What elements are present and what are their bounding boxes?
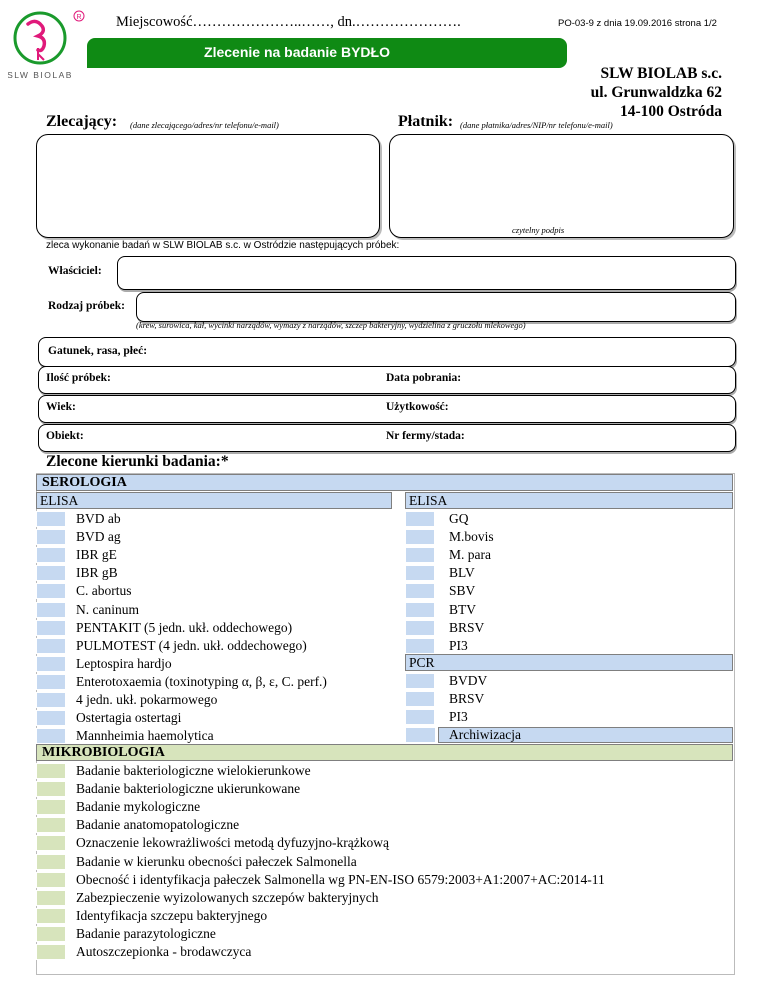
test-checkbox[interactable]	[405, 620, 435, 636]
test-checkbox[interactable]	[36, 547, 66, 563]
test-checkbox[interactable]	[36, 602, 66, 618]
test-option-label: BRSV	[449, 691, 485, 707]
test-option-label: Badanie bakteriologiczne wielokierunkowe	[76, 763, 311, 778]
place-date-line[interactable]: Miejscowość…………………..……, dn.………………….	[116, 14, 461, 30]
test-option-label: BLV	[449, 565, 475, 581]
test-option-label: Obecność i identyfikacja pałeczek Salmonella wg PN-EN-ISO 6579:2003+A1:2007+AC:2014-11	[76, 871, 605, 887]
archive-row[interactable]	[405, 726, 733, 744]
ordering-hint: (dane zlecającego/adres/nr telefonu/e-mail)	[130, 120, 279, 130]
test-option-label: Badanie bakteriologiczne ukierunkowane	[76, 781, 301, 797]
test-option-row[interactable]	[36, 709, 396, 727]
test-option-row[interactable]	[405, 546, 733, 564]
microbiology-header: MIKROBIOLOGIA	[36, 744, 733, 761]
test-option-row[interactable]	[405, 601, 733, 619]
test-option-row[interactable]	[36, 762, 733, 780]
test-option-row[interactable]	[36, 673, 396, 691]
test-option-label: BTV	[449, 601, 476, 617]
pcr-list	[405, 672, 733, 726]
test-option-label: Leptospira hardjo	[76, 655, 172, 671]
test-checkbox[interactable]	[36, 763, 66, 779]
test-option-row[interactable]	[36, 637, 396, 655]
test-checkbox[interactable]	[405, 511, 435, 527]
test-option-row[interactable]	[36, 907, 733, 925]
test-checkbox[interactable]	[36, 710, 66, 726]
test-checkbox[interactable]	[405, 673, 435, 689]
test-option-row[interactable]	[36, 889, 733, 907]
payer-hint: (dane płatnika/adres/NIP/nr telefonu/e-mail)	[460, 120, 613, 130]
test-option-row[interactable]	[405, 582, 733, 600]
test-checkbox[interactable]	[405, 691, 435, 707]
svg-text:R: R	[76, 14, 82, 21]
test-checkbox[interactable]	[36, 908, 66, 924]
test-checkbox[interactable]	[405, 602, 435, 618]
test-option-label: PENTAKIT (5 jedn. ukł. oddechowego)	[76, 619, 293, 635]
test-checkbox[interactable]	[36, 799, 66, 815]
object-label: Obiekt:	[46, 430, 84, 442]
test-option-label: Badanie mykologiczne	[76, 799, 201, 815]
ordering-label: Zlecający:	[46, 113, 118, 130]
test-option-row[interactable]	[405, 672, 733, 690]
slw-biolab-logo	[8, 8, 88, 80]
test-option-label: C. abortus	[76, 583, 132, 599]
test-checkbox[interactable]	[36, 674, 66, 690]
age-label: Wiek:	[46, 401, 76, 413]
left-elisa-list	[36, 510, 396, 746]
test-checkbox[interactable]	[405, 583, 435, 599]
test-option-row[interactable]	[36, 601, 396, 619]
payer-label: Płatnik:	[398, 113, 454, 130]
test-option-label: SBV	[449, 583, 476, 599]
test-option-row[interactable]	[36, 871, 733, 889]
test-checkbox[interactable]	[36, 890, 66, 906]
test-option-label: Zabezpieczenie wyizolowanych szczepów bakteryjnych	[76, 889, 379, 905]
archive-label: Archiwizacja	[449, 727, 521, 742]
payer-box[interactable]	[389, 134, 734, 238]
test-option-label: GQ	[449, 511, 469, 526]
test-option-row[interactable]	[36, 727, 396, 745]
test-option-row[interactable]	[405, 510, 733, 528]
test-option-label: IBR gB	[76, 565, 118, 581]
test-checkbox[interactable]	[36, 583, 66, 599]
test-checkbox[interactable]	[36, 529, 66, 545]
test-checkbox[interactable]	[36, 872, 66, 888]
test-checkbox[interactable]	[405, 529, 435, 545]
test-option-row[interactable]	[36, 582, 396, 600]
test-option-row[interactable]	[405, 708, 733, 726]
signature-hint: czytelny podpis	[512, 225, 565, 235]
test-checkbox[interactable]	[36, 620, 66, 636]
usage-label: Użytkowość:	[386, 401, 449, 413]
test-option-label: Badanie anatomopatologiczne	[76, 817, 240, 833]
test-option-row[interactable]	[405, 528, 733, 546]
sample-type-field[interactable]	[136, 292, 736, 322]
test-checkbox[interactable]	[36, 638, 66, 654]
test-option-label: Enterotoxaemia (toxinotyping α, β, ε, C. perf.)	[76, 673, 327, 689]
test-option-row[interactable]	[405, 564, 733, 582]
test-checkbox[interactable]	[36, 781, 66, 797]
test-option-row[interactable]	[405, 690, 733, 708]
test-checkbox[interactable]	[36, 511, 66, 527]
test-checkbox[interactable]	[36, 944, 66, 960]
test-option-row[interactable]	[36, 853, 733, 871]
test-option-label: BVDV	[449, 673, 488, 688]
test-option-row[interactable]	[36, 510, 396, 528]
sampling-date-label: Data pobrania:	[386, 372, 462, 384]
test-checkbox[interactable]	[36, 565, 66, 581]
test-checkbox[interactable]	[36, 835, 66, 851]
test-option-row[interactable]	[36, 798, 733, 816]
test-option-label: 4 jedn. ukł. pokarmowego	[76, 692, 218, 707]
test-option-label: IBR gE	[76, 547, 117, 563]
test-option-row[interactable]	[36, 655, 396, 673]
test-option-label: Identyfikacja szczepu bakteryjnego	[76, 907, 268, 923]
logo-text: SLW BIOLAB	[8, 70, 73, 80]
sample-type-label: Rodzaj próbek:	[48, 300, 125, 312]
test-option-label: Oznaczenie lekowrażliwości metodą dyfuzyjno-krążkową	[76, 835, 389, 851]
test-option-label: PULMOTEST (4 jedn. ukł. oddechowego)	[76, 637, 307, 653]
tests-heading: Zlecone kierunki badania:*	[46, 453, 229, 470]
test-option-label: Badanie w kierunku obecności pałeczek Salmonella	[76, 853, 357, 869]
test-checkbox[interactable]	[36, 728, 66, 744]
test-checkbox[interactable]	[405, 565, 435, 581]
sample-type-hint: (krew, surowica, kał, wycinki narządów, wymazy z narządów, szczep bakteryjny, wydzielina z gruczołu mlekowego)	[136, 320, 526, 330]
address-street: ul. Grunwaldzka 62	[590, 84, 722, 101]
test-option-row[interactable]	[36, 528, 396, 546]
test-option-label: BVD ag	[76, 529, 121, 545]
test-option-row[interactable]	[36, 691, 396, 709]
address-company: SLW BIOLAB s.c.	[600, 65, 722, 82]
right-elisa-list	[405, 510, 733, 656]
archive-checkbox[interactable]	[405, 727, 436, 743]
owner-label: Właściciel:	[48, 265, 102, 277]
form-title: Zlecenie na badanie BYDŁO	[204, 44, 390, 60]
commission-text: zleca wykonanie badań w SLW BIOLAB s.c. w Ostródzie następujących próbek:	[46, 240, 400, 251]
species-label: Gatunek, rasa, płeć:	[48, 345, 148, 357]
test-option-label: BRSV	[449, 619, 485, 635]
test-option-label: Badanie parazytologiczne	[76, 925, 216, 941]
test-option-label: PI3	[449, 709, 468, 725]
test-checkbox[interactable]	[36, 692, 66, 708]
document-reference: PO-03-9 z dnia 19.09.2016 strona 1/2	[558, 18, 717, 29]
test-option-row[interactable]	[36, 619, 396, 637]
test-option-row[interactable]	[36, 834, 733, 852]
test-option-label: Ostertagia ostertagi	[76, 710, 182, 726]
test-option-label: N. caninum	[76, 601, 139, 617]
test-option-label: BVD ab	[76, 511, 121, 526]
test-checkbox[interactable]	[36, 926, 66, 942]
test-option-row[interactable]	[36, 546, 396, 564]
ordering-party-box[interactable]	[36, 134, 380, 238]
test-option-row[interactable]	[405, 637, 733, 655]
test-checkbox[interactable]	[36, 656, 66, 672]
serology-header: SEROLOGIA	[36, 474, 733, 491]
right-elisa-header: ELISA	[405, 492, 733, 509]
qty-label: Ilość próbek:	[46, 372, 111, 384]
test-checkbox[interactable]	[405, 547, 435, 563]
test-checkbox[interactable]	[405, 709, 435, 725]
address-city: 14-100 Ostróda	[619, 103, 722, 120]
test-checkbox[interactable]	[36, 854, 66, 870]
test-option-row[interactable]	[36, 564, 396, 582]
test-checkbox[interactable]	[36, 817, 66, 833]
test-checkbox[interactable]	[405, 638, 435, 654]
test-option-row[interactable]	[36, 925, 733, 943]
test-option-label: Autoszczepionka - brodawczyca	[76, 944, 252, 959]
test-option-label: PI3	[449, 637, 468, 653]
left-elisa-header: ELISA	[36, 492, 392, 509]
farm-number-label: Nr fermy/stada:	[386, 430, 465, 442]
owner-field[interactable]	[117, 256, 736, 290]
test-option-label: M.bovis	[449, 529, 494, 545]
pcr-header: PCR	[405, 654, 733, 671]
test-option-label: Mannheimia haemolytica	[76, 728, 214, 744]
test-option-label: M. para	[449, 547, 491, 563]
test-option-row[interactable]	[36, 943, 733, 961]
test-option-row[interactable]	[36, 780, 733, 798]
test-option-row[interactable]	[405, 619, 733, 637]
microbiology-list	[36, 762, 733, 962]
test-option-row[interactable]	[36, 816, 733, 834]
